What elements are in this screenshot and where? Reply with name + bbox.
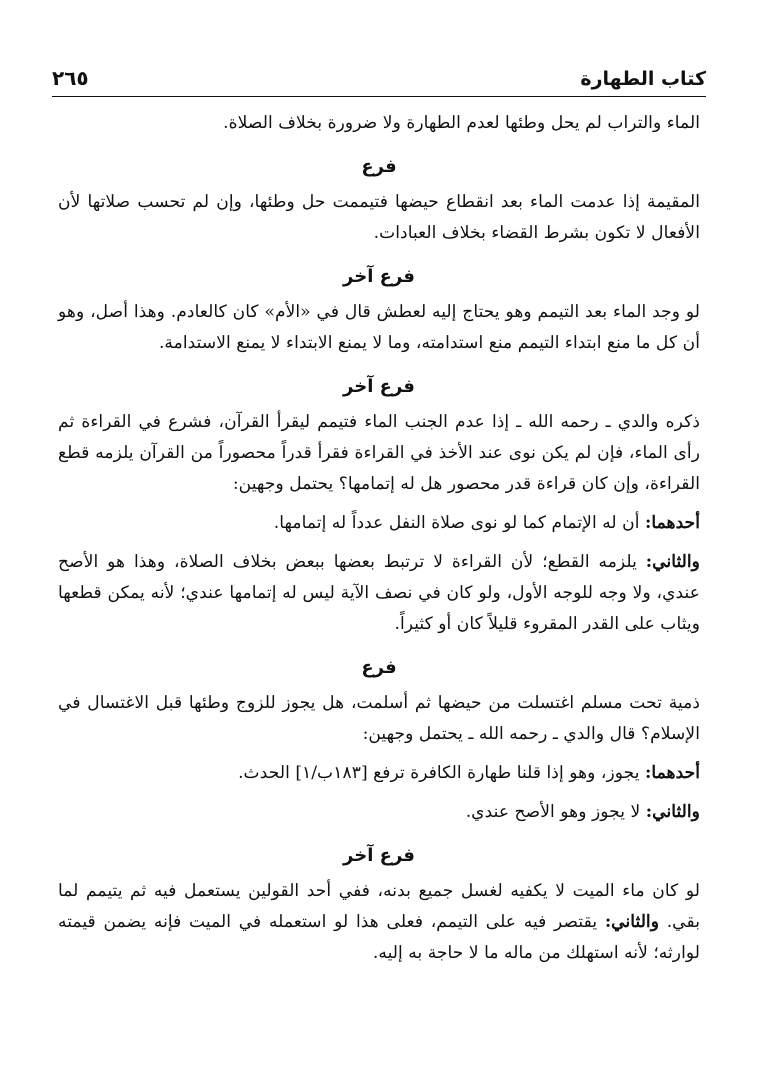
opinion-text: لا يجوز وهو الأصح عندي. xyxy=(465,802,641,822)
paragraph: المقيمة إذا عدمت الماء بعد انقطاع حيضها فتيممت حل وطئها، وإن لم تحسب صلاتها لأن الأفعال لا تكون بشرط القضاء بخلاف العبادات. xyxy=(58,192,700,243)
page-header xyxy=(52,56,706,97)
page-number: ٢٦٥ xyxy=(52,66,89,90)
section-heading: فرع آخر xyxy=(343,376,415,397)
running-title: كتاب الطهارة xyxy=(580,68,706,90)
opinion-label: والثاني: xyxy=(604,912,660,932)
paragraph: ذكره والدي ـ رحمه الله ـ إذا عدم الجنب الماء فتيمم ليقرأ القرآن، فشرع في القراءة ثم رأى الماء، فإن لم يكن نوى عند الأخذ في القراءة فقرأ قدراً محصوراً من القرآن يلزمه قطع القراءة، وإن كان قراءة قدر محصور هل له إتمامها؟ يحتمل وجهين: xyxy=(58,412,700,494)
paragraph: ذمية تحت مسلم اغتسلت من حيضها ثم أسلمت، هل يجوز للزوج وطئها قبل الاغتسال في الإسلام؟ قال والدي ـ رحمه الله ـ يحتمل وجهين: xyxy=(58,693,700,744)
opinion-label: أحدهما: xyxy=(644,513,700,533)
opinion-text: أن له الإتمام كما لو نوى صلاة النفل عدداً له إتمامها. xyxy=(273,513,640,533)
paragraph-first-view xyxy=(58,508,700,539)
paragraph: لو وجد الماء بعد التيمم وهو يحتاج إليه لعطش قال في «الأم» كان كالعادم. وهذا أصل، وهو أن كل ما منع ابتداء التيمم منع استدامته، وما لا يمنع الابتداء لا يمنع الاستدامة. xyxy=(58,302,700,353)
paragraph: الماء والتراب لم يحل وطئها لعدم الطهارة ولا ضرورة بخلاف الصلاة. xyxy=(223,113,700,133)
opinion-label: والثاني: xyxy=(645,552,700,572)
section-heading: فرع xyxy=(361,657,397,678)
page-body xyxy=(58,108,700,969)
paragraph-second-view xyxy=(58,547,700,640)
section-heading: فرع آخر xyxy=(343,845,415,866)
paragraph-second-view xyxy=(58,797,700,828)
section-heading: فرع xyxy=(361,156,397,177)
paragraph-text: لو كان ماء الميت لا يكفيه لغسل جميع بدنه، ففي أحد القولين يستعمل فيه ثم يتيمم لما بقي. xyxy=(58,881,700,932)
opinion-text: يلزمه القطع؛ لأن القراءة لا ترتبط بعضها ببعض بخلاف الصلاة، وهذا هو الأصح عندي، ولا وجه للوجه الأول، ولو كان في نصف الآية ليس له إتمامها عندي؛ لأنه يمكن قطعها ويثاب على القدر المقروء قليلاً كان أو كثيراً. xyxy=(58,552,700,634)
opinion-text: يقتصر فيه على التيمم، فعلى هذا لو استعمله في الميت فإنه يضمن قيمته لوارثه؛ لأنه استهلك من ماله ما لا حاجة به إليه. xyxy=(58,912,700,963)
section-heading: فرع آخر xyxy=(343,266,415,287)
opinion-label: أحدهما: xyxy=(644,763,700,783)
paragraph-first-view xyxy=(58,758,700,789)
paragraph xyxy=(58,876,700,969)
opinion-label: والثاني: xyxy=(645,802,700,822)
opinion-text: يجوز، وهو إذا قلنا طهارة الكافرة ترفع [١٨٣ب/١] الحدث. xyxy=(238,763,640,783)
